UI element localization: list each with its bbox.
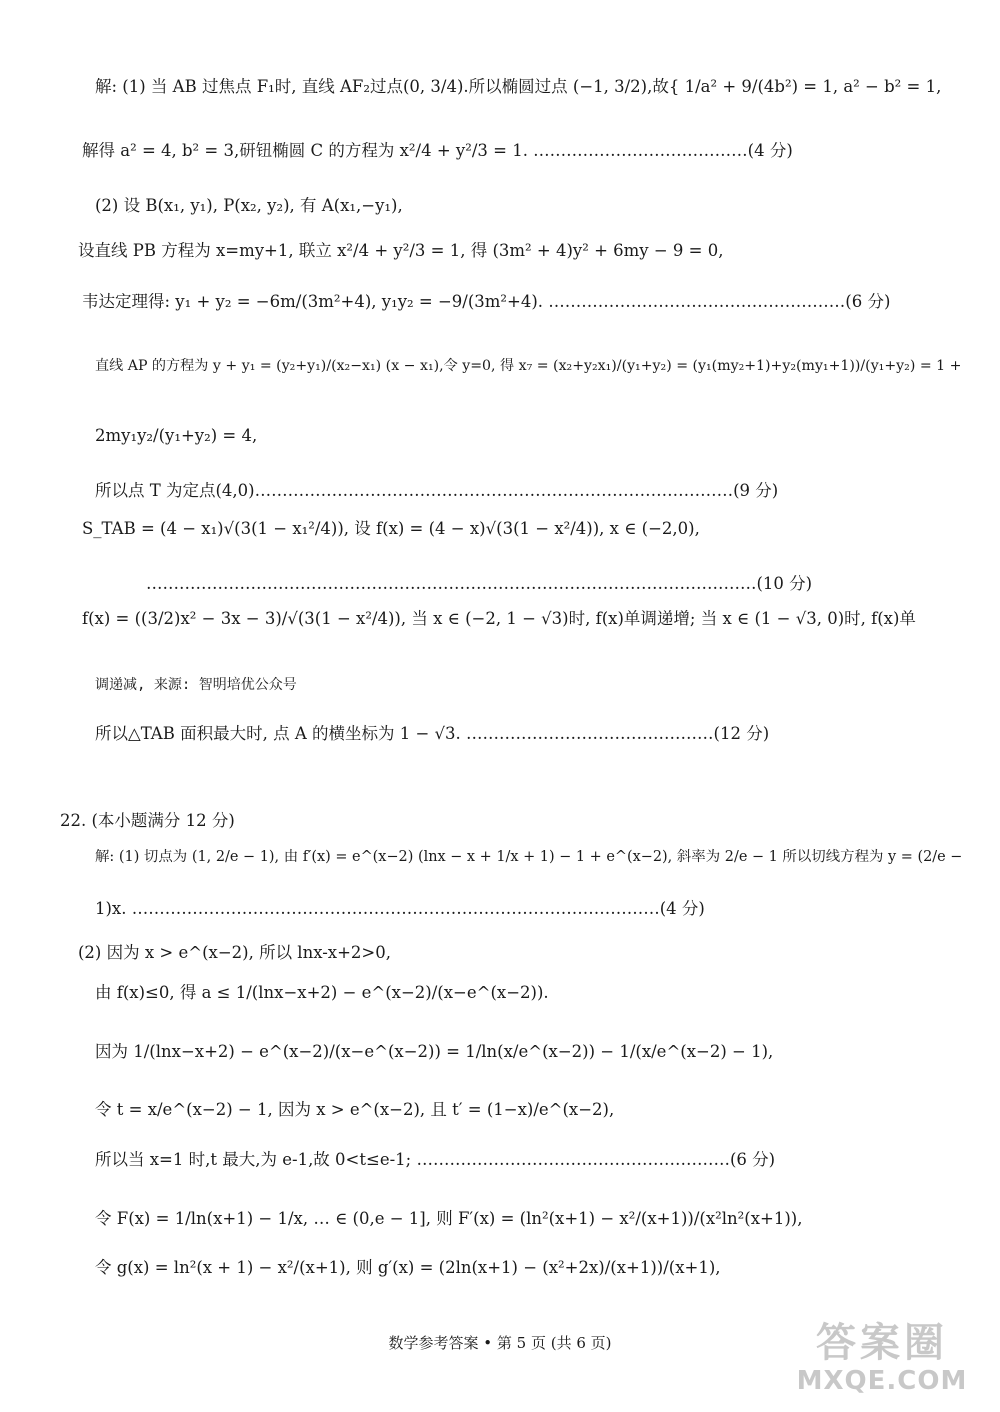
text-line: 设直线 PB 方程为 x=my+1, 联立 x²/4 + y²/3 = 1, 得 (3m² + 4)y² + 6my − 9 = 0, xyxy=(78,241,724,260)
text-line: 1)x. ……………………………………………………………………………………(4 分) xyxy=(95,899,705,918)
text-line: 由 f(x)≤0, 得 a ≤ 1/(lnx−x+2) − e^(x−2)/(x−e^(x−2)). xyxy=(95,983,549,1002)
text-line: 令 g(x) = ln²(x + 1) − x²/(x+1), 则 g′(x) = (2ln(x+1) − (x²+2x)/(x+1))/(x+1), xyxy=(95,1258,721,1277)
text-line: 因为 1/(lnx−x+2) − e^(x−2)/(x−e^(x−2)) = 1/ln(x/e^(x−2)) − 1/(x/e^(x−2) − 1), xyxy=(95,1042,774,1061)
page-footer: 数学参考答案 • 第 5 页 (共 6 页) xyxy=(388,1334,612,1352)
watermark-bottom-text: MXQE.COM xyxy=(796,1366,968,1396)
text-line: S_TAB = (4 − x₁)√(3(1 − x₁²/4)), 设 f(x) = (4 − x)√(3(1 − x²/4)), x ∈ (−2,0), xyxy=(82,519,700,538)
text-line: 韦达定理得: y₁ + y₂ = −6m/(3m²+4), y₁y₂ = −9/(3m²+4). ………………………………………………(6 分) xyxy=(82,292,891,311)
text-line: 解: (1) 切点为 (1, 2/e − 1), 由 f′(x) = e^(x−2) (lnx − x + 1/x + 1) − 1 + e^(x−2), 斜率为 2/e − 1 所以切线方程为 y = (2/e − xyxy=(95,849,963,865)
text-line: 所以点 T 为定点(4,0)……………………………………………………………………………(9 分) xyxy=(95,481,779,500)
question-heading: 22. (本小题满分 12 分) xyxy=(60,811,235,830)
text-line: f(x) = ((3/2)x² − 3x − 3)/√(3(1 − x²/4)), 当 x ∈ (−2, 1 − √3)时, f(x)单调递增; 当 x ∈ (1 − √3, 0)时, f(x)单 xyxy=(82,609,916,628)
watermark-logo xyxy=(782,1320,982,1402)
text-line: 2my₁y₂/(y₁+y₂) = 4, xyxy=(95,426,258,445)
text-line: (2) 设 B(x₁, y₁), P(x₂, y₂), 有 A(x₁,−y₁), xyxy=(95,196,403,215)
text-line: 解得 a² = 4, b² = 3,研钮椭圆 C 的方程为 x²/4 + y²/3 = 1. …………………………………(4 分) xyxy=(82,141,793,160)
text-line: (2) 因为 x > e^(x−2), 所以 lnx-x+2>0, xyxy=(78,943,392,962)
text-line: 令 t = x/e^(x−2) − 1, 因为 x > e^(x−2), 且 t′ = (1−x)/e^(x−2), xyxy=(95,1100,615,1119)
text-line: 直线 AP 的方程为 y + y₁ = (y₂+y₁)/(x₂−x₁) (x − x₁),令 y=0, 得 x₇ = (x₂+y₂x₁)/(y₁+y₂) = (y₁(my₂+1)+y₂(my₁+1))/(y₁+y₂) = 1 + xyxy=(95,358,962,374)
text-line: 解: (1) 当 AB 过焦点 F₁时, 直线 AF₂过点(0, 3/4).所以椭圆过点 (−1, 3/2),故{ 1/a² + 9/(4b²) = 1, a² − b² = 1, xyxy=(95,77,942,96)
text-line: 所以当 x=1 时,t 最大,为 e-1,故 0<t≤e-1; …………………………………………………(6 分) xyxy=(95,1150,776,1169)
text-line: …………………………………………………………………………………………………(10 分) xyxy=(146,574,813,593)
text-line: 令 F(x) = 1/ln(x+1) − 1/x, … ∈ (0,e − 1], 则 F′(x) = (ln²(x+1) − x²/(x+1))/(x²ln²(x+1)), xyxy=(95,1209,803,1228)
watermark-top-text: 答案圈 xyxy=(816,1320,948,1366)
text-line: 调递减, 来源: 智明培优公众号 xyxy=(95,677,297,693)
text-line: 所以△TAB 面积最大时, 点 A 的横坐标为 1 − √3. ………………………………………(12 分) xyxy=(95,724,770,743)
